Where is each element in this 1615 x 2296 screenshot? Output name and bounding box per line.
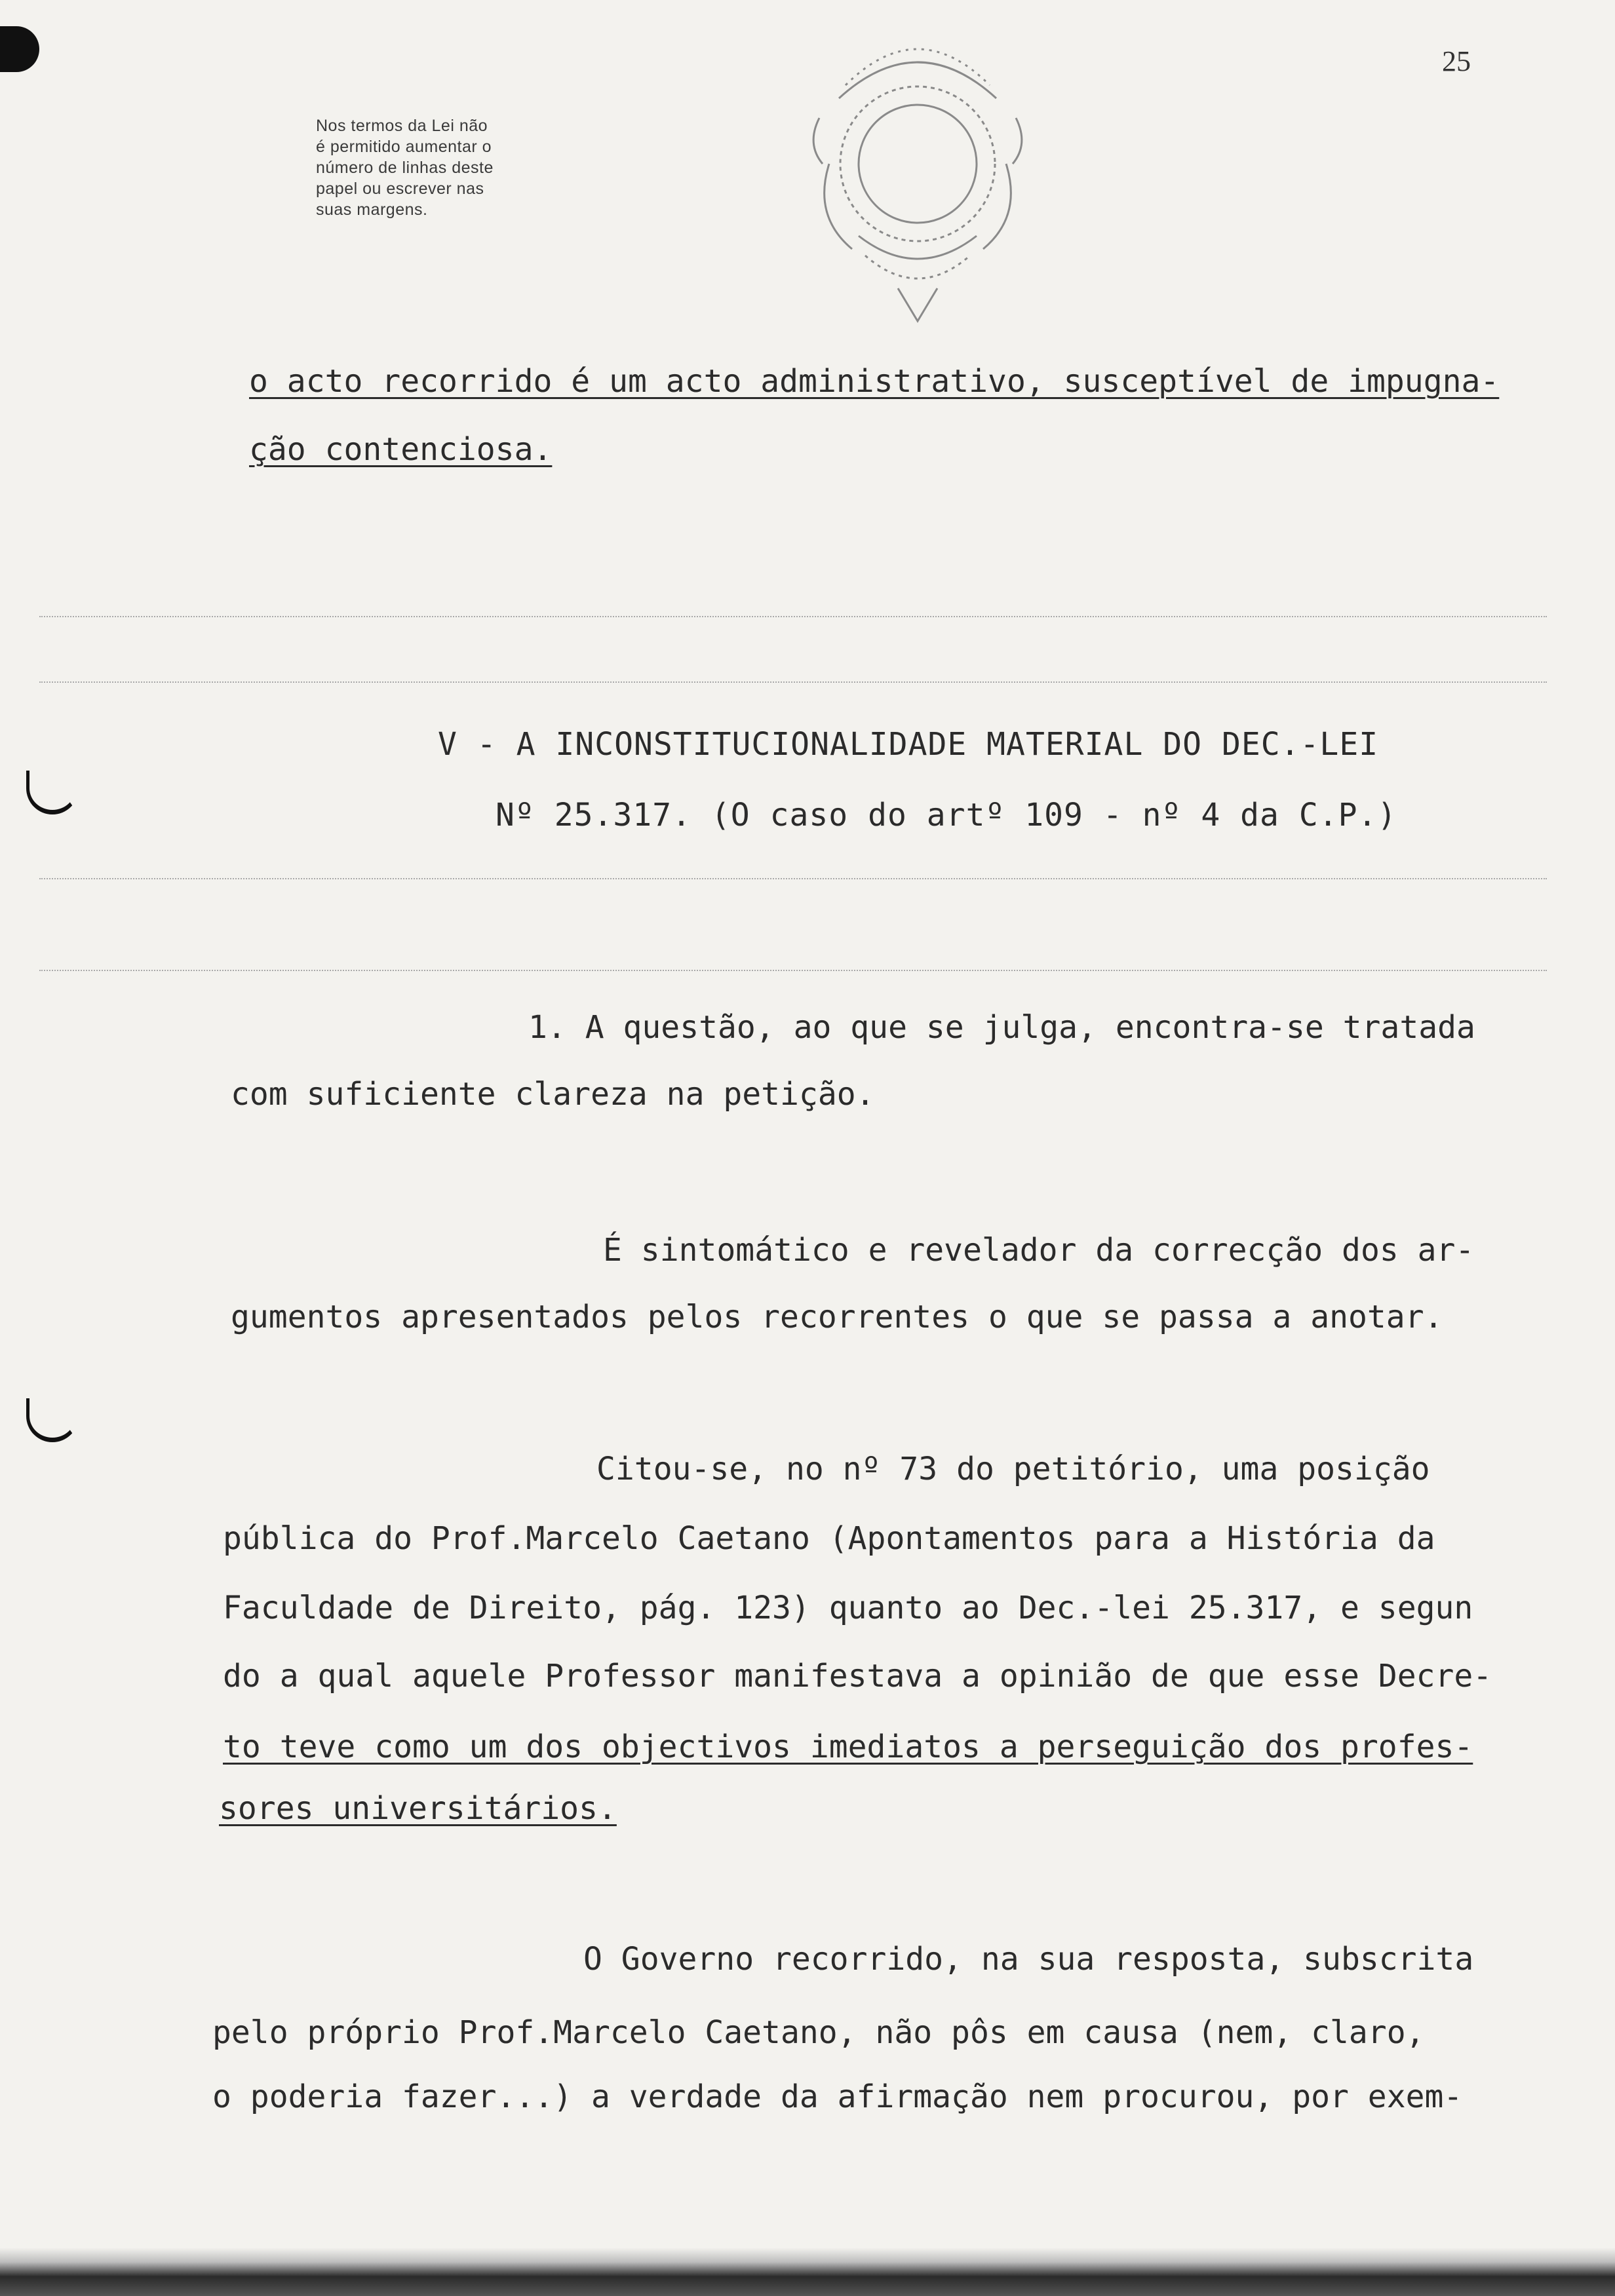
legal-note-line: suas margens.: [316, 201, 428, 219]
paragraph-3-line-6: sores universitários.: [219, 1790, 617, 1827]
section-heading-line-1: V - A INCONSTITUCIONALIDADE MATERIAL DO DEC.-LEI: [438, 726, 1379, 763]
legal-note-line: número de linhas deste: [316, 159, 494, 177]
coat-of-arms-seal: [767, 0, 1068, 334]
paragraph-3-line-4: do a qual aquele Professor manifestava a opinião de que esse Decre-: [223, 1658, 1492, 1694]
page-number: 25: [1442, 45, 1471, 77]
faint-ruling: [39, 970, 1547, 971]
faint-ruling: [39, 681, 1547, 683]
legal-note-line: Nos termos da Lei não: [316, 117, 488, 135]
punch-hole: [0, 26, 39, 72]
faint-ruling: [39, 616, 1547, 617]
paragraph-3-line-2: pública do Prof.Marcelo Caetano (Apontamentos para a História da: [223, 1520, 1435, 1557]
paragraph-4-line-2: pelo próprio Prof.Marcelo Caetano, não pôs em causa (nem, claro,: [212, 2014, 1425, 2051]
binder-mark: [26, 1398, 79, 1442]
scan-edge-shadow: [0, 2248, 1615, 2296]
legal-note-line: papel ou escrever nas: [316, 180, 484, 198]
intro-line-1: o acto recorrido é um acto administrativo, susceptível de impugna-: [249, 363, 1500, 400]
section-heading-line-2: Nº 25.317. (O caso do artº 109 - nº 4 da C.P.): [496, 797, 1397, 833]
paragraph-2-line-1: É sintomático e revelador da correcção dos ar-: [603, 1232, 1475, 1269]
legal-note-line: é permitido aumentar o: [316, 138, 492, 156]
paragraph-3-line-1: Citou-se, no nº 73 do petitório, uma posição: [596, 1451, 1430, 1487]
paragraph-1-line-2: com suficiente clareza na petição.: [231, 1076, 875, 1113]
faint-ruling: [39, 878, 1547, 879]
legal-margin-note: [316, 115, 565, 220]
paragraph-2-line-2: gumentos apresentados pelos recorrentes o que se passa a anotar.: [231, 1299, 1443, 1335]
paragraph-4-line-3: o poderia fazer...) a verdade da afirmação nem procurou, por exem-: [212, 2078, 1463, 2115]
intro-line-2: ção contenciosa.: [249, 431, 553, 468]
paragraph-3-line-3: Faculdade de Direito, pág. 123) quanto ao Dec.-lei 25.317, e segun: [223, 1590, 1473, 1626]
paragraph-1-line-1: 1. A questão, ao que se julga, encontra-se tratada: [528, 1009, 1475, 1046]
paragraph-4-line-1: O Governo recorrido, na sua resposta, subscrita: [583, 1941, 1474, 1978]
binder-mark: [26, 771, 79, 814]
paragraph-3-line-5: to teve como um dos objectivos imediatos a perseguição dos profes-: [223, 1729, 1473, 1765]
